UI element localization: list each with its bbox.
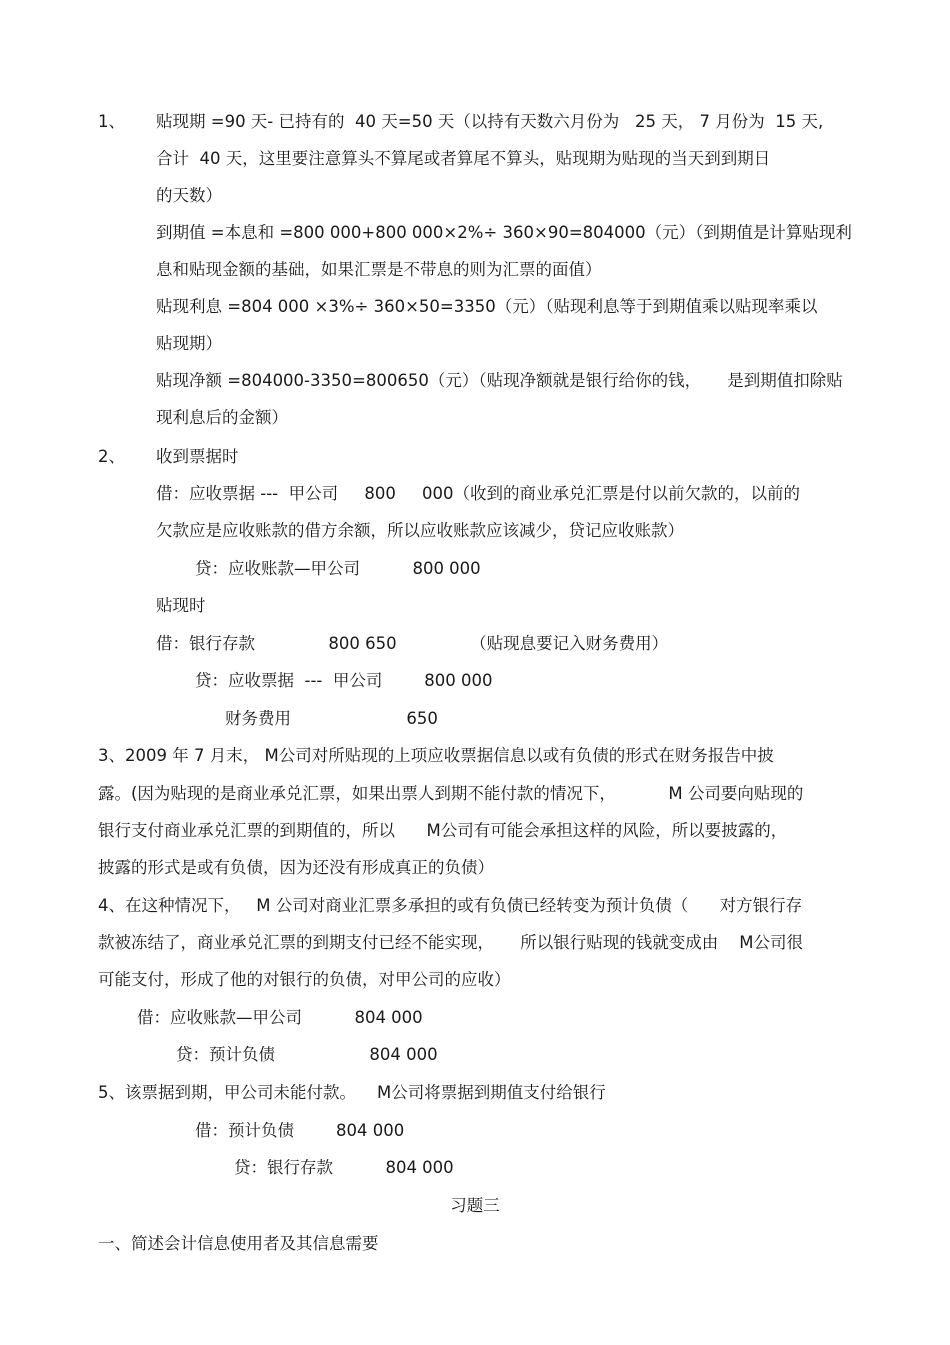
item2-debit2: 借：银行存款 800 650 （贴现息要记入财务费用） — [156, 634, 669, 653]
item2-debit1-line-2: 欠款应是应收账款的借方余额，所以应收账款应该减少，贷记应收账款） — [156, 521, 684, 540]
item1-line-2: 合计 40 天，这里要注意算头不算尾或者算尾不算头，贴现期为贴现的当天到到期日 — [156, 149, 771, 168]
item4-debit: 借：应收账款—甲公司 804 000 — [137, 1008, 423, 1027]
item3-line-1: 3、2009 年 7 月末， M公司对所贴现的上项应收票据信息以或有负债的形式在财务报告中披 — [98, 746, 774, 765]
item3-line-3: 银行支付商业承兑汇票的到期值的，所以 M公司有可能会承担这样的风险，所以要披露的， — [98, 821, 788, 840]
item1-line-6: 贴现利息 =804 000 ×3%÷ 360×50=3350（元）（贴现利息等于到期值乘以贴现率乘以 — [156, 297, 818, 316]
item2-credit3: 财务费用 650 — [225, 709, 438, 728]
item4-line-3: 可能支付，形成了他的对银行的负债，对甲公司的应收） — [98, 970, 511, 989]
section-title: 习题三 — [450, 1196, 500, 1215]
item1-line-4: 到期值 =本息和 =800 000+800 000×2%÷ 360×90=804000（元）（到期值是计算贴现利 — [156, 223, 852, 242]
item2-credit1: 贷：应收账款—甲公司 800 000 — [195, 559, 481, 578]
item3-line-2: 露。(因为贴现的是商业承兑汇票，如果出票人到期不能付款的情况下， M 公司要向贴现的 — [98, 784, 804, 803]
item2-credit2: 贷：应收票据 --- 甲公司 800 000 — [195, 671, 493, 690]
item5-credit: 贷：银行存款 804 000 — [234, 1158, 454, 1177]
item1-number: 1、 — [98, 112, 125, 131]
item1-line-3: 的天数） — [156, 186, 222, 205]
item1-line-7: 贴现期） — [156, 334, 222, 353]
item5-line: 5、该票据到期，甲公司未能付款。 M公司将票据到期值支付给银行 — [98, 1083, 606, 1102]
item4-credit: 贷：预计负债 804 000 — [176, 1045, 438, 1064]
item4-line-2: 款被冻结了，商业承兑汇票的到期支付已经不能实现， 所以银行贴现的钱就变成由 M公司很 — [98, 933, 803, 952]
item1-line-9: 现利息后的金额） — [156, 408, 288, 427]
item4-line-1: 4、在这种情况下， M 公司对商业汇票多承担的或有负债已经转变为预计负债（ 对方银行存 — [98, 896, 803, 915]
item2-debit1-line-1: 借：应收票据 --- 甲公司 800 000（收到的商业承兑汇票是付以前欠款的，以前的 — [156, 484, 801, 503]
item2-number: 2、 — [98, 447, 125, 466]
item2-heading: 收到票据时 — [156, 447, 239, 466]
item1-line-5: 息和贴现金额的基础，如果汇票是不带息的则为汇票的面值） — [156, 260, 602, 279]
question-1: 一、简述会计信息使用者及其信息需要 — [98, 1234, 379, 1253]
item3-line-4: 披露的形式是或有负债，因为还没有形成真正的负债） — [98, 858, 494, 877]
item1-line-1: 贴现期 =90 天- 已持有的 40 天=50 天（以持有天数六月份为 25 天， 7 月份为 15 天, — [156, 112, 824, 131]
item2-heading2: 贴现时 — [156, 596, 206, 615]
item5-debit: 借：预计负债 804 000 — [195, 1121, 405, 1140]
item1-line-8: 贴现净额 =804000-3350=800650（元）（贴现净额就是银行给你的钱， 是到期值扣除贴 — [156, 371, 843, 390]
